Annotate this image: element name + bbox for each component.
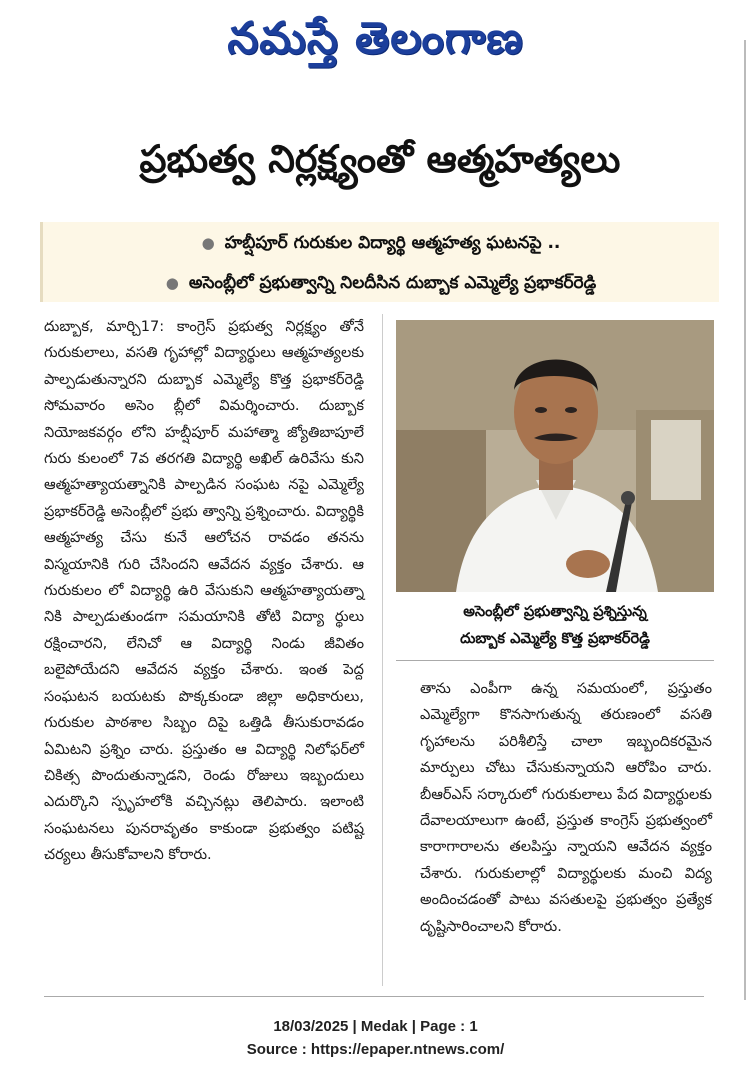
photo-caption (396, 598, 714, 652)
bullet-icon: ● (165, 274, 179, 292)
person-photo-icon (396, 320, 714, 592)
article-body-left: దుబ్బాక, మార్చి17: కాంగ్రెస్ ప్రభుత్వ నిర్లక్ష్యం తోనే గురుకులాలు, వసతి గృహాల్లో విద్యార్థులు ఆత్మహత్యలకు పాల్పడుతున్నారని దుబ్బాక ఎమ్మెల్యే కొత్త ప్రభాకర్‌రెడ్డి సోమవారం అసెం బ్లీలో విమర్శించారు. దుబ్బాక నియోజకవర్గం లోని హబ్షీపూర్ మహాత్మా జ్యోతిబాపూలే గురు కులంలో 7వ తరగతి విద్యార్థి అఖిల్ ఉరివేసు కుని ఆత్మహత్యాయత్నానికి పాల్పడిన సంఘట నపై ఎమ్మెల్యే ప్రభాకర్‌రెడ్డి అసెంబ్లీలో ప్రభు త్వాన్ని ప్రశ్నించారు. విద్యార్థికి ఆత్మహత్య చేసు కునే ఆలోచన రావడం తనను విస్మయానికి గురి చేసిందని ఆవేదన వ్యక్తం చేశారు. ఆ గురుకులం లో విద్యార్థి ఉరి వేసుకుని ఆత్మహత్యాయత్నా నికి పాల్పడుతుండగా సమయానికి తోటి విద్యా ర్థులు రక్షించారని, లేనిచో ఆ విద్యార్థి నిండు జీవితం బలైపోయేదని ఆవేదన వ్యక్తం చేశారు. ఇంత పెద్ద సంఘటన బయటకు పొక్కకుండా జిల్లా అధికారులు, గురుకుల పాఠశాల సిబ్బం దిపై ఒత్తిడి తీసుకురావడం ఏమిటని ప్రశ్నిం చారు. ప్రస్తుతం ఆ విద్యార్థి నిలోఫర్‌లో చికిత్స పొందుతున్నాడని, రెండు రోజులు ఇబ్బందులు ఎదుర్కొని స్పృహలోకి వచ్చినట్లు తెలిపారు. ఇలాంటి సంఘటనలు పునరావృతం కాకుండా ప్రభుత్వం పటిష్ట చర్యలు తీసుకోవాలని కోరారు. (44, 318, 364, 864)
deck-text-2: అసెంబ్లీలో ప్రభుత్వాన్ని నిలదీసిన దుబ్బాక ఎమ్మెల్యే ప్రభాకర్‌రెడ్డి (188, 273, 597, 293)
column-divider (382, 314, 383, 986)
article-deck (40, 222, 719, 302)
deck-text-1: హబ్షీపూర్ గురుకుల విద్యార్థి ఆత్మహత్య ఘటనపై .. (224, 233, 561, 253)
article-photo (396, 320, 714, 592)
article-body-right: తాను ఎంపీగా ఉన్న సమయంలో, ప్రస్తుతం ఎమ్మెల్యేగా కొనసాగుతున్న తరుణంలో వసతి గృహాలను పరిశీలిస్తే చాలా ఇబ్బందికరమైన మార్పులు చోటు చేసుకున్నాయని ఆరోపిం చారు. బీఆర్‌ఎస్ సర్కారులో గురుకులాలు పేద విద్యార్థులకు దేవాలయాలుగా ఉంటే, ప్రస్తుత కాంగ్రెస్ ప్రభుత్వంలో కారాగారాలను తలపిస్తు న్నాయని ఆవేదన వ్యక్తం చేశారు. గురుకులాల్లో విద్యార్థులకు మంచి విద్య అందించడంతో పాటు వసతులపై ప్రభుత్వం ప్రత్యేక దృష్టిసారించాలని కోరారు. (420, 680, 712, 935)
deck-item (43, 228, 719, 258)
caption-line-1: అసెంబ్లీలో ప్రభుత్వాన్ని ప్రశ్నిస్తున్న (463, 603, 647, 620)
article-bottom-rule (44, 996, 704, 997)
masthead-logo: నమస్తే తెలంగాణ (227, 13, 524, 64)
bullet-icon: ● (201, 234, 215, 252)
caption-divider (396, 660, 714, 661)
deck-item (43, 268, 719, 298)
article-headline: ప్రభుత్వ నిర్లక్ష్యంతో ఆత్మహత్యలు (139, 137, 621, 181)
page-edge-line (744, 40, 746, 1000)
footer-date-edition: 18/03/2025 | Medak | Page : 1 (273, 1018, 478, 1035)
footer-source-link[interactable]: Source : https://epaper.ntnews.com/ (246, 1041, 505, 1058)
caption-line-2: దుబ్బాక ఎమ్మెల్యే కొత్త ప్రభాకర్‌రెడ్డి (460, 630, 650, 647)
